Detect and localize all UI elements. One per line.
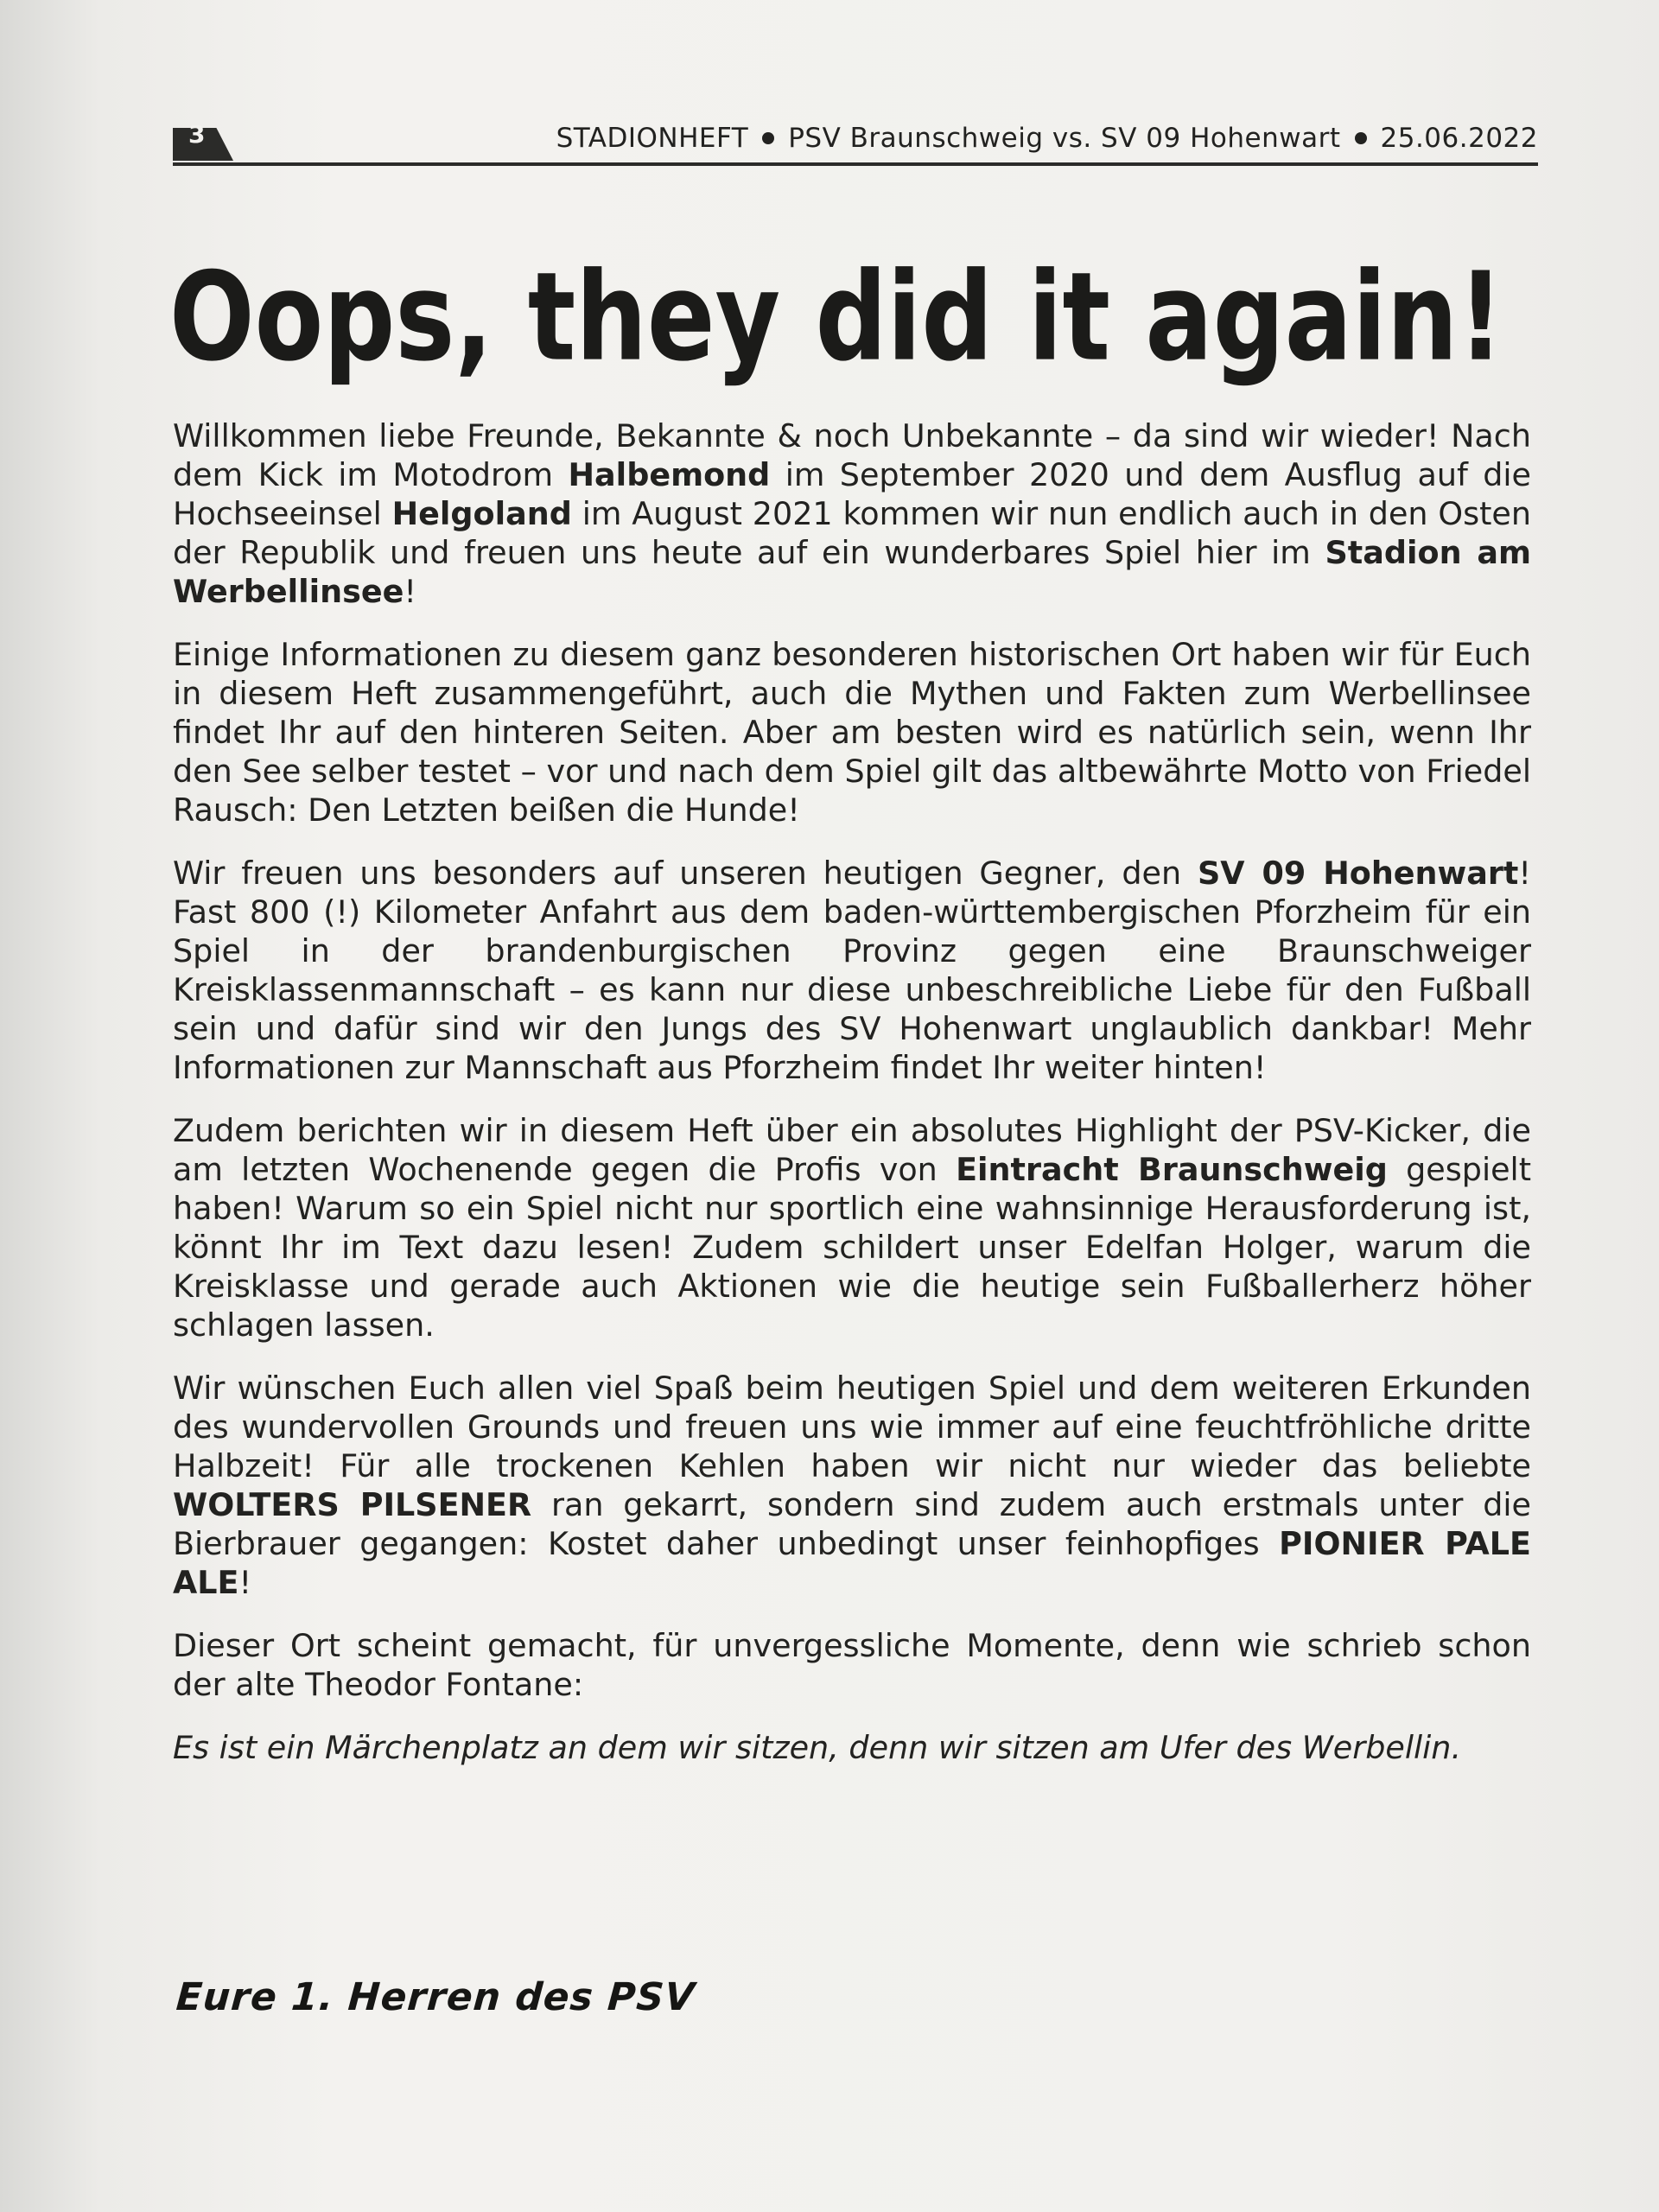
text-run: Wir freuen uns besonders auf unseren heutigen Gegner, den — [173, 855, 1198, 892]
bullet-separator-icon — [1355, 132, 1367, 144]
signature: Eure 1. Herren des PSV — [175, 1975, 697, 2019]
text-run: ! Fast 800 (!) Kilometer Anfahrt aus dem baden-württembergischen Pforzheim für ein Spiel in der brandenburgischen Provinz gegen eine Braunschweiger Kreisklassenmannschaft – es kann nur diese unbeschreibliche Liebe für den Fußball sein und dafür sind wir den Jungs des SV Hohenwart unglaublich dankbar! Mehr Informationen zur Mannschaft aus Pforzheim findet Ihr weiter hinten! — [173, 855, 1531, 1086]
bold-text: Helgoland — [391, 495, 572, 532]
paragraph-4 — [173, 1111, 1531, 1344]
match-title: PSV Braunschweig vs. SV 09 Hohenwart — [788, 123, 1341, 154]
paragraph-5 — [173, 1369, 1531, 1602]
text-run: Wir wünschen Euch allen viel Spaß beim heutigen Spiel und dem weiteren Erkunden des wundervollen Grounds und freuen uns wie immer auf eine feuchtfröhliche dritte Halbzeit! Für alle trockenen Kehlen haben wir nicht nur wieder das beliebte — [173, 1370, 1531, 1484]
text-run: im September 2020 und dem Ausflug auf die Hochseeinsel — [173, 456, 1531, 532]
fontane-quote: Es ist ein Märchenplatz an dem wir sitzen, denn wir sitzen am Ufer des Werbellin. — [173, 1729, 1462, 1766]
article-body — [173, 416, 1531, 1791]
paragraph-6: Dieser Ort scheint gemacht, für unvergessliche Momente, denn wie schrieb schon der alte Theodor Fontane: — [173, 1627, 1531, 1703]
paragraph-1 — [173, 416, 1531, 611]
match-date: 25.06.2022 — [1380, 123, 1538, 154]
paragraph-2: Einige Informationen zu diesem ganz besonderen historischen Ort haben wir für Euch in diesem Heft zusammengeführt, auch die Mythen und Fakten zum Werbellinsee findet Ihr auf den hinteren Seiten. Aber am besten wird es natürlich sein, wenn Ihr den See selber testet – vor und nach dem Spiel gilt das altbewährte Motto von Friedel Rausch: Den Letzten beißen die Hunde! — [173, 636, 1531, 829]
bold-text: Stadion am Werbellinsee — [173, 534, 1532, 610]
text-run: ! — [404, 573, 416, 610]
text-run: Willkommen liebe Freunde, Bekannte & noch Unbekannte – da sind wir wieder! Nach dem Kick im Motodrom — [173, 417, 1531, 493]
bold-text: Halbemond — [568, 456, 771, 493]
text-run: gespielt haben! Warum so ein Spiel nicht nur sportlich eine wahnsinnige Herausforderung ist, könnt Ihr im Text dazu lesen! Zudem schildert unser Edelfan Holger, warum die Kreisklasse und gerade auch Aktionen wie die heutige sein Fußballerherz höher schlagen lassen. — [173, 1151, 1531, 1344]
bold-text: WOLTERS PILSENER — [173, 1486, 532, 1523]
text-run: Zudem berichten wir in diesem Heft über ein absolutes Highlight der PSV-Kicker, die am letzten Wochenende gegen die Profis von — [173, 1112, 1531, 1188]
bold-text: Eintracht Braunschweig — [956, 1151, 1388, 1188]
bold-text: SV 09 Hohenwart — [1197, 855, 1519, 892]
header-line — [556, 123, 1538, 154]
paragraph-3 — [173, 854, 1531, 1087]
text-run: ran gekarrt, sondern sind zudem auch erstmals unter die Bierbrauer gegangen: Kostet daher unbedingt unser feinhopfiges — [173, 1486, 1531, 1562]
text-run: ! — [238, 1564, 252, 1601]
publication-name: STADIONHEFT — [556, 123, 749, 154]
text-run: im August 2021 kommen wir nun endlich auch in den Osten der Republik und freuen uns heute auf ein wunderbares Spiel hier im — [173, 495, 1531, 571]
header-divider — [173, 162, 1538, 166]
bold-text: PIONIER PALE ALE — [173, 1525, 1531, 1601]
page-number: 3 — [188, 120, 206, 149]
bullet-separator-icon — [762, 132, 774, 144]
page-title: Oops, they did it again! — [169, 246, 1504, 389]
page-header — [173, 118, 1538, 168]
